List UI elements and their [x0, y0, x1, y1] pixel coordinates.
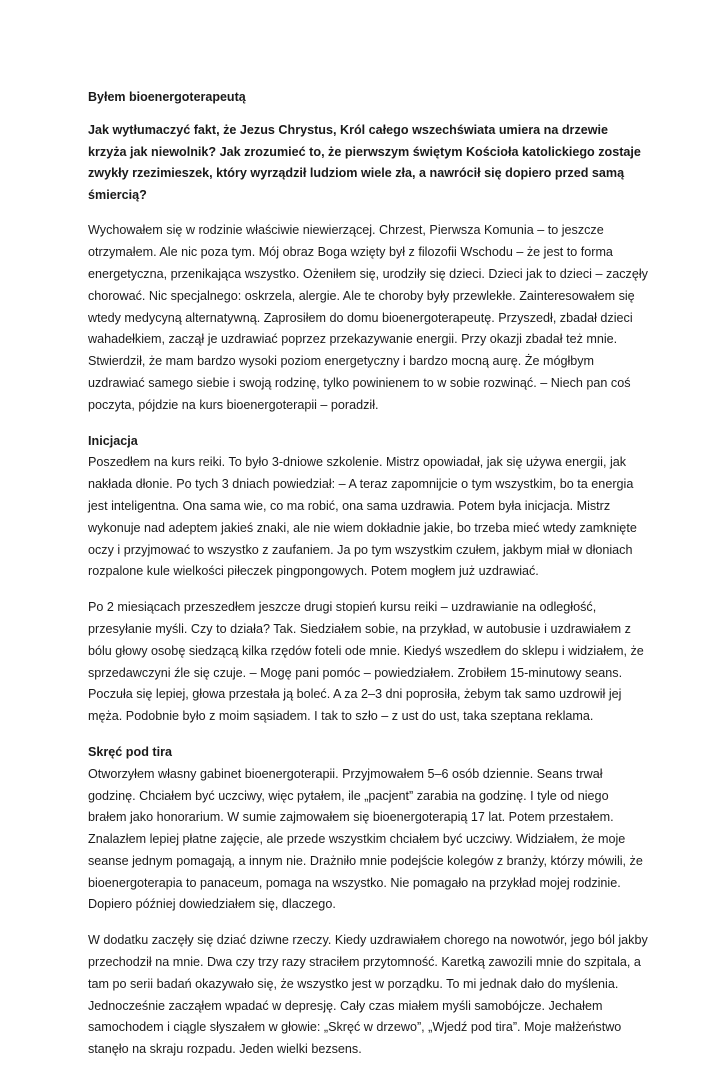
body-paragraph: Po 2 miesiącach przeszedłem jeszcze drugi stopień kursu reiki – uzdrawianie na odległość, przesyłanie myśli. Czy to działa? Tak. Siedziałem sobie, na przykład, w autobusie i uzdrawiałem z bólu głowy osobę siedzącą kilka rzędów foteli ode mnie. Kiedyś wszedłem do sklepu i widziałem, że sprzedawczyni źle się czuje. – Mogę pani pomóc – powiedziałem. Zrobiłem 15-minutowy seans. Poczuła się lepiej, głowa przestała ją boleć. A za 2–3 dni poprosiła, żebym tak samo uzdrowił jej męża. Podobnie było z moim sąsiadem. I tak to szło – z ust do ust, taka szeptana reklama. — [88, 600, 644, 724]
lead-paragraph: Jak wytłumaczyć fakt, że Jezus Chrystus, Król całego wszechświata umiera na drzewie krzyża jak niewolnik? Jak zrozumieć to, że pierwszym świętym Kościoła katolickiego zostaje zwykły rzezimieszek, który wyrządził ludziom wiele zła, a nawrócił się dopiero przed samą śmiercią? — [88, 123, 641, 202]
section-skrec-pod-tira — [88, 742, 648, 1061]
body-paragraph: Poszedłem na kurs reiki. To było 3-dniowe szkolenie. Mistrz opowiadał, jak się używa energii, jak nakłada dłonie. Po tych 3 dniach powiedział: – A teraz zapomnijcie o tym wszystkim, bo ta energia jest inteligentna. Ona sama wie, co ma robić, ona sama uzdrawia. Potem była inicjacja. Mistrz wykonuje nad adeptem jakieś znaki, ale nie wiem dokładnie jakie, bo trzeba mieć wtedy zamknięte oczy i przyjmować to wszystko z zaufaniem. Ja po tym wszystkim czułem, jakbym miał w dłoniach rozpalone kule wielkości piłeczek pingpongowych. Potem mogłem już uzdrawiać. — [88, 455, 637, 579]
body-paragraph: Otworzyłem własny gabinet bioenergoterapii. Przyjmowałem 5–6 osób dziennie. Seans trwał godzinę. Chciałem być uczciwy, więc pytałem, ile „pacjent” zarabia na godzinę. I tyle od niego brałem jako honorarium. W sumie zajmowałem się bioenergoterapią 17 lat. Potem przestałem. Znalazłem lepiej płatne zajęcie, ale przede wszystkim chciałem być uczciwy. Widziałem, że moje seanse jednym pomagają, a innym nie. Drażniło mnie podejście kolegów z branży, którzy mówili, że bioenergoterapia to panaceum, pomaga na wszystko. Nie pomagało na przykład mojej rodzinie. Dopiero później dowiedziałem się, dlaczego. — [88, 766, 643, 912]
section-heading: Skręć pod tira — [88, 744, 172, 759]
document-title: Byłem bioenergoterapeutą — [88, 90, 246, 104]
section-inicjacja — [88, 431, 648, 728]
body-paragraph: W dodatku zaczęły się dziać dziwne rzeczy. Kiedy uzdrawiałem chorego na nowotwór, jego ból jakby przechodził na mnie. Dwa czy trzy razy straciłem przytomność. Karetką zawozili mnie do szpitala, a tam po serii badań okazywało się, że wszystko jest w porządku. To mi jednak dało do myślenia. Jednocześnie zacząłem wpadać w depresję. Cały czas miałem myśli samobójcze. Jechałem samochodem i ciągle słyszałem w głowie: „Skręć w drzewo”, „Wjedź pod tira”. Moje małżeństwo stanęło na skraju rozpadu. Jeden wielki bezsens. — [88, 933, 648, 1057]
document-page — [88, 87, 648, 1075]
intro-paragraph: Wychowałem się w rodzinie właściwie niewierzącej. Chrzest, Pierwsza Komunia – to jeszcze otrzymałem. Ale nic poza tym. Mój obraz Boga wzięty był z filozofii Wschodu – że jest to forma energetyczna, przenikająca wszystko. Ożeniłem się, urodziły się dzieci. Dzieci jak to dzieci – zaczęły chorować. Nic specjalnego: oskrzela, alergie. Ale te choroby były przewlekłe. Zainteresowałem się wtedy medycyną alternatywną. Zaprosiłem do domu bioenergoterapeutę. Przyszedł, zbadał dzieci wahadełkiem, zaczął je uzdrawiać poprzez przekazywanie energii. Przy okazji zbadał też mnie. Stwierdził, że mam bardzo wysoki poziom energetyczny i bardzo mocną aurę. Że mógłbym uzdrawiać samego siebie i swoją rodzinę, tylko powinienem to w sobie rozwinąć. – Niech pan coś poczyta, pójdzie na kurs bioenergoterapii – poradził. — [88, 223, 648, 412]
section-heading: Inicjacja — [88, 433, 138, 448]
